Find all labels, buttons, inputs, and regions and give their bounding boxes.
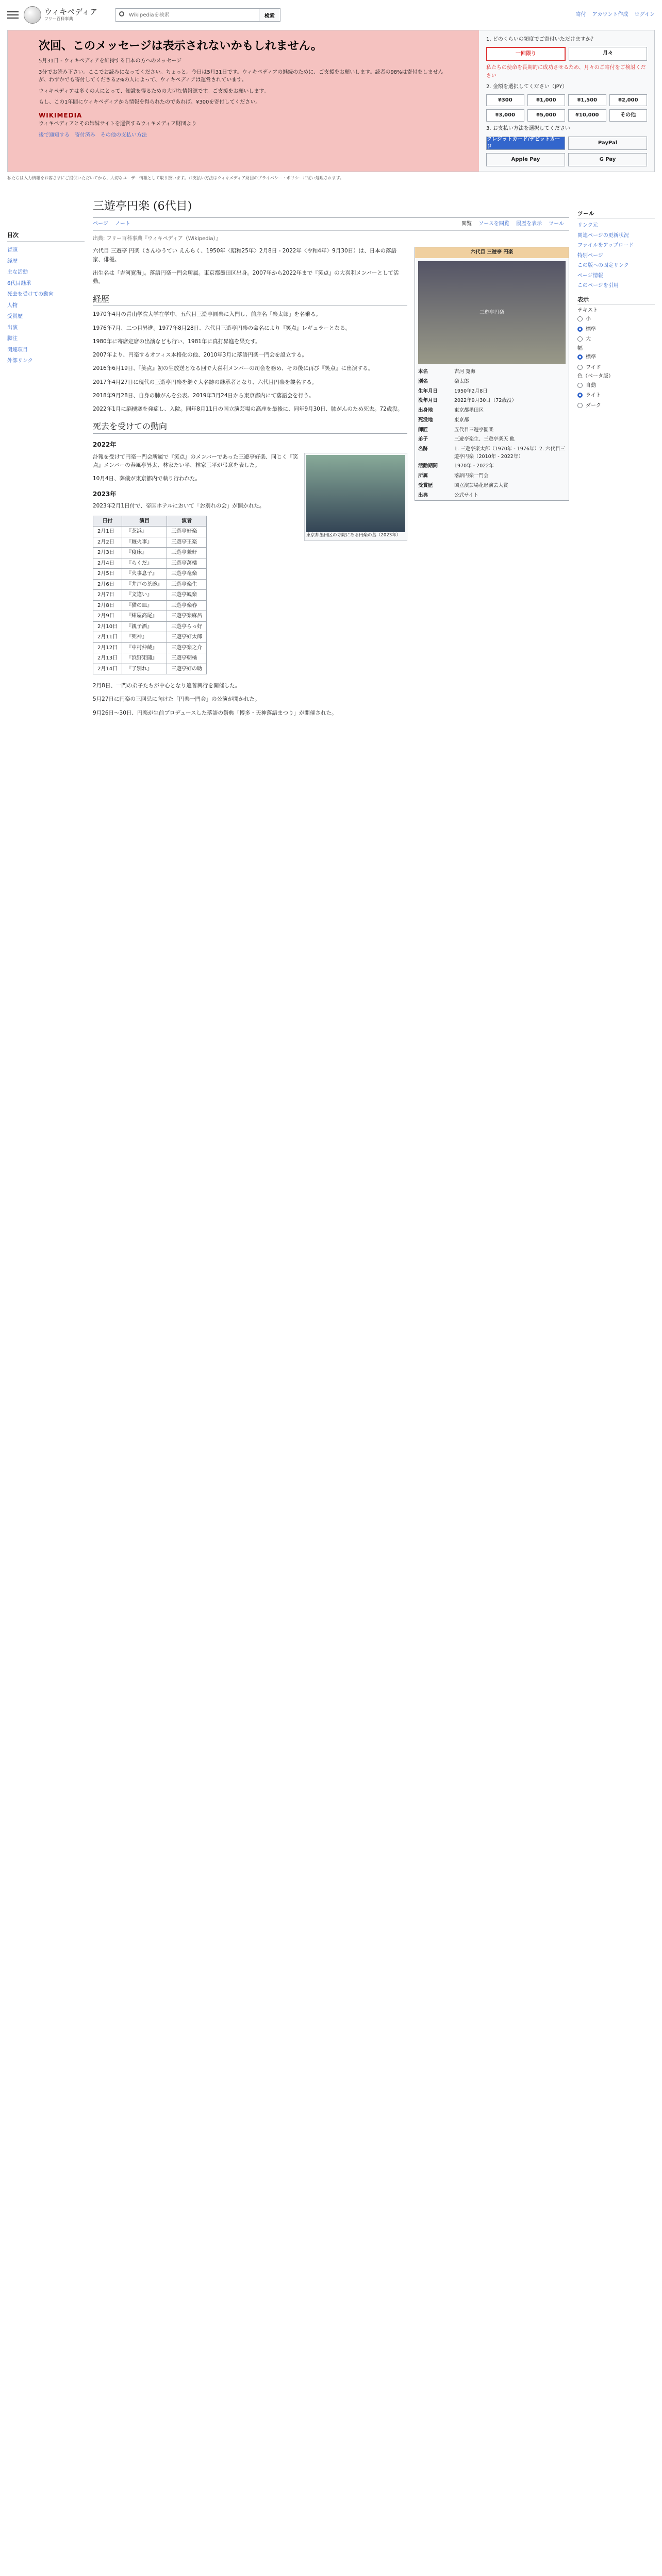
table-cell: 2月14日: [93, 664, 122, 674]
amount-option[interactable]: ¥2,000: [609, 94, 648, 107]
create-account-link[interactable]: アカウント作成: [592, 12, 628, 18]
table-row: [93, 590, 207, 601]
infobox-value: 1970年 - 2022年: [454, 463, 494, 469]
infobox-value: 三遊亭楽生、三遊亭楽天 他: [454, 436, 515, 443]
radio-icon: [577, 393, 583, 398]
tool-link[interactable]: この版への固定リンク: [577, 263, 629, 269]
text-size-label: テキスト: [577, 307, 598, 313]
paragraph: 2018年9月28日、自身の肺がんを公表。2019年3月24日から東京都内にて落語会を行う。: [93, 392, 315, 399]
table-cell: 『寝床』: [122, 548, 167, 558]
infobox-label: 所属: [418, 473, 428, 479]
infobox-label: 受賞歴: [418, 482, 433, 488]
apple-pay-button[interactable]: Apple Pay: [486, 153, 565, 166]
infobox-row: [415, 396, 569, 406]
table-cell: 三遊亭好太郎: [167, 632, 207, 643]
table-row: [93, 653, 207, 664]
infobox-row: [415, 416, 569, 426]
toc-item[interactable]: 主な活動: [7, 269, 28, 276]
paragraph: 2月8日、一門の弟子たちが中心となり追善興行を開催した。: [93, 683, 241, 689]
infobox-row: [415, 471, 569, 481]
paragraph: 2022年1月に脳梗塞を発症し、入院。同年8月11日の国立演芸場の高座を最後に、同年9月30日、肺がんのため死去。72歳没。: [93, 406, 403, 413]
option-label: 標準: [586, 326, 596, 332]
option-label: ダーク: [586, 402, 601, 409]
google-pay-button[interactable]: G Pay: [568, 153, 647, 166]
table-row: [93, 632, 207, 643]
infobox-label: 師匠: [418, 427, 428, 433]
table-row: [93, 600, 207, 611]
infobox-value: 落語円楽一門会: [454, 473, 489, 479]
toc-item[interactable]: 外部リンク: [7, 358, 33, 364]
tool-link[interactable]: ページ情報: [577, 273, 603, 279]
option-label: ワイド: [586, 364, 601, 370]
table-cell: 2月9日: [93, 611, 122, 622]
toc-item[interactable]: 6代目継承: [7, 280, 31, 286]
infobox-label: 没年月日: [418, 398, 438, 404]
table-cell: 『文違い』: [122, 590, 167, 601]
infobox-value: 1950年2月8日: [454, 388, 488, 394]
table-cell: 『浜野矩随』: [122, 653, 167, 664]
infobox-value: 国立演芸場花形演芸大賞: [454, 482, 508, 488]
grave-photo[interactable]: [304, 453, 407, 541]
search-form: [115, 8, 280, 22]
table-cell: 『中村仲蔵』: [122, 642, 167, 653]
infobox-value: 公式サイト: [454, 492, 478, 498]
toc-item[interactable]: 冒頭: [7, 247, 18, 253]
option-label: 標準: [586, 354, 596, 361]
infobox-row: [415, 491, 569, 501]
logo-subtitle: フリー百科事典: [44, 16, 73, 22]
banner-title: 次回、このメッセージは表示されないかもしれません。: [39, 40, 323, 53]
tab-read[interactable]: 閲覧: [461, 221, 472, 227]
table-cell: 『紺屋高尾』: [122, 611, 167, 622]
tool-link[interactable]: 関連ページの更新状況: [577, 232, 629, 239]
payment-question: 3. お支払い方法を選択してください: [486, 125, 570, 131]
text-size-large[interactable]: [577, 334, 655, 345]
frequency-question: 1. どのくらいの頻度でご寄付いただけますか？: [486, 37, 596, 42]
infobox-value: 吉河 寛海: [454, 369, 476, 375]
paragraph: 2007年より、円楽するオフィス本格化の他、2010年3月に落語円楽一門会を設立する。: [93, 352, 307, 359]
table-cell: 三遊亭王楽: [167, 537, 207, 548]
color-dark[interactable]: [577, 401, 655, 411]
paragraph: 訃報を受けて円楽一門会所属で『笑点』のメンバーであった三遊亭好楽、同じく『笑点』メンバーの春風亭昇太、林家たい平、林家三平が弔意を表した。: [93, 453, 299, 469]
width-label: 幅: [577, 345, 583, 351]
subsection-heading: 2022年: [93, 441, 117, 449]
table-cell: 『井戸の茶碗』: [122, 579, 167, 590]
paragraph: 1976年7月、二つ目昇進。1977年8月28日、六代目三遊亭円楽の命名により『笑点』レギュラーとなる。: [93, 325, 351, 331]
infobox-label: 別名: [418, 378, 428, 384]
table-cell: 三遊亭好楽: [167, 527, 207, 537]
display-heading: 表示: [577, 295, 655, 304]
infobox-row: [415, 462, 569, 471]
table-cell: 三遊亭萬橘: [167, 558, 207, 569]
table-cell: 『火事息子』: [122, 569, 167, 580]
infobox-row: [415, 387, 569, 397]
paypal-button[interactable]: PayPal: [568, 137, 647, 150]
toc-item[interactable]: 出演: [7, 325, 18, 331]
infobox-row: [415, 377, 569, 387]
tool-link[interactable]: 特別ページ: [577, 252, 603, 259]
menu-icon[interactable]: [7, 11, 19, 19]
table-row: [93, 664, 207, 674]
radio-icon: [577, 316, 583, 321]
wikipedia-logo[interactable]: [24, 6, 97, 24]
table-cell: 2月6日: [93, 579, 122, 590]
tab-view-source[interactable]: ソースを閲覧: [478, 221, 509, 227]
width-wide[interactable]: [577, 363, 655, 373]
width-standard[interactable]: [577, 352, 655, 363]
table-row: [93, 537, 207, 548]
amount-option[interactable]: ¥1,500: [568, 94, 606, 107]
amount-option[interactable]: その他: [609, 109, 648, 122]
option-label: 小: [586, 316, 591, 323]
toc-item[interactable]: 人物: [7, 302, 18, 309]
photo-caption: 東京都墨田区の寺院にある円楽の墓（2023年）: [306, 532, 401, 538]
paragraph: 2023年2月1日付で、帝国ホテルにおいて「お別れの会」が開かれた。: [93, 503, 265, 510]
frequency-monthly[interactable]: 月々: [569, 47, 647, 61]
login-link[interactable]: ログイン: [634, 12, 655, 18]
infobox-value: 東京都墨田区: [454, 408, 484, 414]
table-header: 演目: [122, 516, 167, 527]
radio-icon: [577, 327, 583, 332]
table-cell: 2月1日: [93, 527, 122, 537]
table-row: [93, 621, 207, 632]
table-cell: 2月7日: [93, 590, 122, 601]
table-row: [93, 579, 207, 590]
infobox-label: 出身地: [418, 408, 433, 414]
page-title: 三遊亭円楽 (6代目): [93, 195, 569, 218]
tools-heading: ツール: [577, 209, 655, 218]
option-label: 自動: [586, 382, 596, 388]
infobox-label: 出典: [418, 492, 428, 498]
table-header: 演者: [167, 516, 207, 527]
toc-item[interactable]: 関連項目: [7, 347, 28, 353]
table-row: [93, 569, 207, 580]
infobox-row: [415, 481, 569, 491]
table-cell: 三遊亭楽春: [167, 600, 207, 611]
table-cell: 三遊亭朝橘: [167, 653, 207, 664]
infobox-label: 弟子: [418, 436, 428, 443]
table-cell: 2月10日: [93, 621, 122, 632]
article-body: [93, 247, 407, 722]
infobox-row: [415, 435, 569, 445]
option-label: 大: [586, 336, 591, 343]
paragraph: 5月27日に円楽の三回忌に向けた「円楽一門会」の公演が開かれた。: [93, 696, 260, 703]
color-auto[interactable]: [577, 381, 655, 391]
table-cell: 三遊亭楽麻呂: [167, 611, 207, 622]
table-cell: 2月4日: [93, 558, 122, 569]
banner-para: ウィキペディアは多くの人にとって、知識を得るための大切な情報源です。ご支援をお願いします。: [39, 88, 269, 94]
infobox-label: 活動期間: [418, 463, 438, 469]
toc-item[interactable]: 受賞歴: [7, 314, 23, 320]
table-header: 日付: [93, 516, 122, 527]
infobox: [415, 247, 569, 501]
text-size-small[interactable]: [577, 314, 655, 325]
infobox-value: 五代目三遊亭圓楽: [454, 427, 494, 433]
toc-item[interactable]: 脚注: [7, 336, 18, 342]
infobox-label: 名跡: [418, 446, 428, 452]
infobox-row: [415, 445, 569, 462]
toc-heading: 目次: [7, 231, 85, 242]
table-row: [93, 527, 207, 537]
subsection-heading: 2023年: [93, 490, 117, 498]
section-heading: 死去を受けての動向: [93, 420, 407, 434]
table-cell: 『芝浜』: [122, 527, 167, 537]
amount-option[interactable]: ¥5,000: [527, 109, 566, 122]
tools-sidebar: [577, 184, 655, 722]
source-note: 出典: フリー百科事典『ウィキペディア（Wikipedia）』: [93, 235, 221, 242]
table-cell: 2月11日: [93, 632, 122, 643]
table-cell: 2月12日: [93, 642, 122, 653]
infobox-header: 六代目 三遊亭 円楽: [415, 247, 569, 258]
infobox-label: 死没地: [418, 417, 433, 423]
amount-option[interactable]: ¥1,000: [527, 94, 566, 107]
paragraph: 10月4日、葬儀が東京都内で執り行われた。: [93, 476, 201, 482]
tab-history[interactable]: 履歴を表示: [516, 221, 542, 227]
performance-table: [93, 516, 207, 675]
infobox-value: 2022年9月30日（72歳没）: [454, 398, 517, 404]
search-input[interactable]: [115, 8, 259, 22]
banner-para: もし、この1年間にウィキペディアから情報を得られたのであれば、¥300を寄付してください。: [39, 99, 261, 106]
toc-sidebar: [7, 184, 85, 722]
infobox-value: 東京都: [454, 417, 469, 423]
table-row: [93, 548, 207, 558]
radio-icon: [577, 365, 583, 370]
table-cell: 三遊亭竜楽: [167, 569, 207, 580]
tool-link[interactable]: リンク元: [577, 223, 598, 229]
tab-talk[interactable]: ノート: [115, 221, 130, 227]
color-light[interactable]: [577, 391, 655, 401]
color-label: 色（ベータ版）: [577, 374, 614, 380]
card-pay-button[interactable]: クレジットカード/デビットカード: [486, 137, 565, 150]
tab-tools[interactable]: ツール: [549, 221, 564, 227]
infobox-row: [415, 367, 569, 377]
tool-link[interactable]: このページを引用: [577, 283, 619, 289]
table-row: [93, 642, 207, 653]
privacy-note: 私たちは入力情報をお客さまにご提供いただいてから、大切なユーザー情報として取り扱います。お支払い方法はウィキメディア財団のプライバシー・ポリシーに従い処理されます。: [7, 176, 344, 180]
header: [0, 0, 662, 30]
infobox-photo[interactable]: [418, 261, 566, 364]
globe-icon: [24, 6, 41, 24]
search-button[interactable]: 検索: [259, 8, 280, 22]
amount-question: 2. 金額を選択してください（JPY）: [486, 84, 568, 90]
banner-links[interactable]: 後で通知する 寄付済み その他の支払い方法: [39, 132, 147, 138]
table-cell: 三遊亭らっ好: [167, 621, 207, 632]
donation-banner: [7, 30, 655, 172]
table-cell: 三遊亭楽之介: [167, 642, 207, 653]
table-cell: 2月5日: [93, 569, 122, 580]
donate-link[interactable]: 寄付: [575, 12, 586, 18]
toc-item[interactable]: 死去を受けての動向: [7, 292, 54, 298]
wikimedia-logo: WIKIMEDIA: [39, 111, 82, 119]
logo-title: ウィキペディア: [44, 7, 97, 16]
radio-icon: [577, 336, 583, 342]
infobox-value: 1. 三遊亭楽太郎（1970年 - 1976年）2. 六代目三遊亭円楽（2010年 - 2022年）: [454, 446, 565, 460]
infobox-row: [415, 426, 569, 435]
photo-label: 三遊亭円楽: [479, 309, 504, 315]
section-heading: 経歴: [93, 293, 407, 307]
infobox-label: 本名: [418, 369, 428, 375]
table-cell: 『死神』: [122, 632, 167, 643]
tab-page[interactable]: ページ: [93, 221, 108, 227]
paragraph: 2017年4月27日に現代の三遊亭円楽を継ぐ大名跡の継承者となり、六代目円楽を襲名する。: [93, 379, 318, 385]
table-cell: 『子別れ』: [122, 664, 167, 674]
radio-icon: [577, 383, 583, 388]
frequency-once[interactable]: 一回限り: [486, 47, 566, 61]
paragraph: 1980年に寄席定席の出演なども行い、1981年に真打昇進を果たす。: [93, 338, 261, 345]
table-row: [93, 611, 207, 622]
banner-para: 3分でお読み下さい。ここでお読みになってください。ちょっと。今日は5月31日です。ウィキペディアの継続のために、ご支援をお願いします。読者の98%は寄付をしませんが、わずかでも寄付してくださる2%の人によって、ウィキペディアは運営されています。: [39, 69, 443, 83]
radio-icon: [577, 354, 583, 360]
table-cell: 三遊亭鳳楽: [167, 590, 207, 601]
table-cell: 『猫の皿』: [122, 600, 167, 611]
photo-image: [306, 455, 405, 532]
infobox-row: [415, 406, 569, 416]
radio-icon: [577, 403, 583, 408]
toc-item[interactable]: 経歴: [7, 258, 18, 264]
infobox-label: 生年月日: [418, 388, 438, 394]
amount-option[interactable]: ¥3,000: [486, 109, 524, 122]
amount-option[interactable]: ¥300: [486, 94, 524, 107]
search-icon: [119, 11, 124, 16]
tool-link[interactable]: ファイルをアップロード: [577, 243, 634, 249]
table-cell: 2月13日: [93, 653, 122, 664]
table-cell: 『親子酒』: [122, 621, 167, 632]
paragraph: 9月26日〜30日、円楽が生前プロデュースした落語の祭典「博多・天神落語まつり」が開催された。: [93, 709, 337, 716]
infobox-value: 楽太郎: [454, 378, 469, 384]
wikimedia-sub: ウィキペディアとその姉妹サイトを運営するウィキメディア財団より: [39, 121, 197, 127]
banner-subtitle: 5月31日 - ウィキペディアを維持する日本の方へのメッセージ: [39, 58, 182, 64]
text-size-standard[interactable]: [577, 325, 655, 335]
paragraph: 2016年6月19日、『笑点』初の生放送となる回で大喜利メンバーの司会を務め、その後に再び『笑点』に出演する。: [93, 365, 374, 372]
monthly-note: 私たちの使命を長期的に成功させるため、月々のご寄付をご検討ください: [486, 65, 646, 79]
paragraph: 1970年4月の青山学院大学在学中、五代目三遊亭圓楽に入門し、前座名「楽太郎」を名乗る。: [93, 311, 321, 318]
table-cell: 2月8日: [93, 600, 122, 611]
table-row: [93, 558, 207, 569]
option-label: ライト: [586, 393, 601, 399]
table-cell: 2月3日: [93, 548, 122, 558]
paragraph: 六代目 三遊亭 円楽（さんゆうてい えんらく、1950年〈昭和25年〉2月8日 - 2022年〈令和4年〉9月30日）は、日本の落語家、俳優。: [93, 248, 397, 263]
paragraph: 出生名は「吉河寛海」。落語円楽一門会所属。東京都墨田区出身。2007年から2022年まで『笑点』の大喜利メンバーとして活動。: [93, 270, 399, 285]
table-cell: 『らくだ』: [122, 558, 167, 569]
table-cell: 『厩火事』: [122, 537, 167, 548]
table-cell: 三遊亭兼好: [167, 548, 207, 558]
amount-option[interactable]: ¥10,000: [568, 109, 606, 122]
table-cell: 三遊亭楽生: [167, 579, 207, 590]
table-cell: 三遊亭好の助: [167, 664, 207, 674]
table-cell: 2月2日: [93, 537, 122, 548]
